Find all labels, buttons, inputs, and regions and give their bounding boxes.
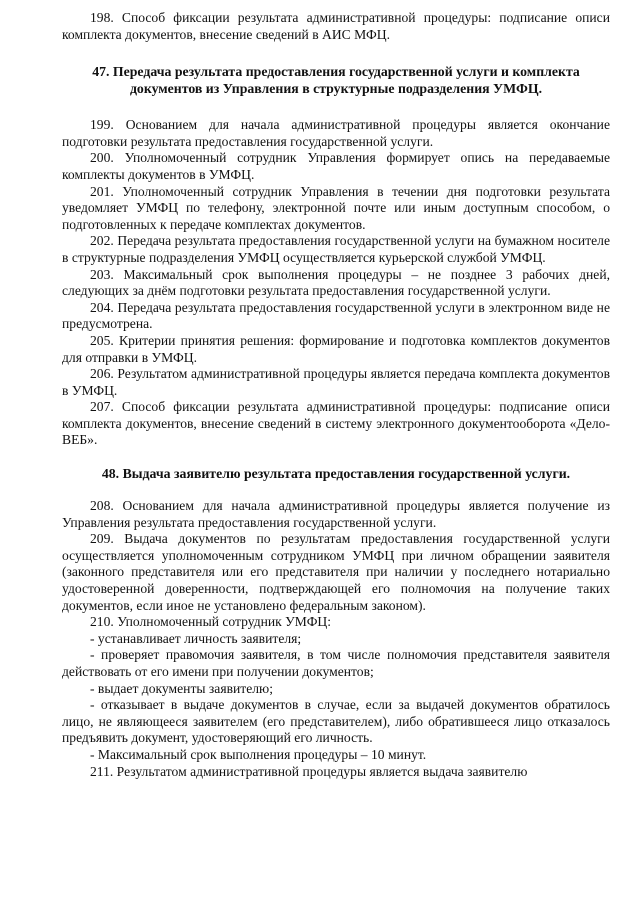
list-item: - проверяет правомочия заявителя, в том числе полномочия представителя заявителя действовать от его имени при получении документов; bbox=[62, 647, 610, 679]
list-item: - Максимальный срок выполнения процедуры – 10 минут. bbox=[90, 746, 427, 762]
list-item: - отказывает в выдаче документов в случае, если за выдачей документов обратилось лицо, не являющееся заявителем (его представителем), либо обратившееся лицо отказалось предъявить документ, удостоверяющий его личность. bbox=[62, 697, 610, 746]
section-heading-47: 47. Передача результата предоставления государственной услуги и комплекта документов из Управления в структурные подразделения УМФЦ. bbox=[92, 64, 580, 97]
spacer bbox=[62, 482, 610, 498]
section-heading-48: 48. Выдача заявителю результата предоставления государственной услуги. bbox=[101, 466, 571, 482]
paragraph-202: 202. Передача результата предоставления государственной услуги на бумажном носителе в структурные подразделения УМФЦ осуществляется курьерской службой УМФЦ. bbox=[62, 233, 610, 265]
paragraph-208: 208. Основанием для начала административной процедуры является получение из Управления результата предоставления государственной услуги. bbox=[62, 498, 610, 530]
paragraph-203: 203. Максимальный срок выполнения процедуры – не позднее 3 рабочих дней, следующих за днём подготовки результата предоставления государственной услуги. bbox=[62, 266, 610, 299]
paragraph-205: 205. Критерии принятия решения: формирование и подготовка комплектов документов для отправки в УМФЦ. bbox=[62, 332, 610, 365]
list-item: - устанавливает личность заявителя; bbox=[90, 630, 302, 646]
document-body bbox=[62, 10, 610, 780]
list-item: - выдает документы заявителю; bbox=[90, 680, 273, 696]
paragraph-201: 201. Уполномоченный сотрудник Управления в течении дня подготовки результата уведомляет УМФЦ по телефону, электронной почте или иным доступным способом, о подготовленных к передаче комплектах документов. bbox=[62, 183, 610, 232]
spacer bbox=[62, 43, 610, 63]
spacer bbox=[62, 97, 610, 117]
paragraph-200: 200. Уполномоченный сотрудник Управления формирует опись на передаваемые комплекты документов в УМФЦ. bbox=[62, 150, 610, 182]
paragraph-211: 211. Результатом административной процедуры является выдача заявителю bbox=[90, 763, 528, 779]
paragraph-198: 198. Способ фиксации результата административной процедуры: подписание описи комплекта документов, внесение сведений в АИС МФЦ. bbox=[62, 10, 610, 42]
paragraph-204: 204. Передача результата предоставления государственной услуги в электронном виде не предусмотрена. bbox=[62, 299, 610, 332]
paragraph-207: 207. Способ фиксации результата административной процедуры: подписание описи комплекта документов, внесение сведений в систему электронного документооборота «Дело-ВЕБ». bbox=[62, 399, 610, 448]
paragraph-209: 209. Выдача документов по результатам предоставления государственной услуги осуществляется уполномоченным сотрудником УМФЦ при личном обращении заявителя (законного представителя или его представителя при наличии у последнего нотариально удостоверенной доверенности, подтверждающей его полномочия на получение таких документов, если иное не установлено федеральным законом). bbox=[62, 531, 610, 613]
paragraph-206: 206. Результатом административной процедуры является передача комплекта документов в УМФЦ. bbox=[62, 366, 610, 398]
paragraph-199: 199. Основанием для начала административной процедуры является окончание подготовки результата предоставления государственной услуги. bbox=[62, 117, 610, 149]
paragraph-210: 210. Уполномоченный сотрудник УМФЦ: bbox=[90, 614, 332, 630]
spacer bbox=[62, 449, 610, 465]
